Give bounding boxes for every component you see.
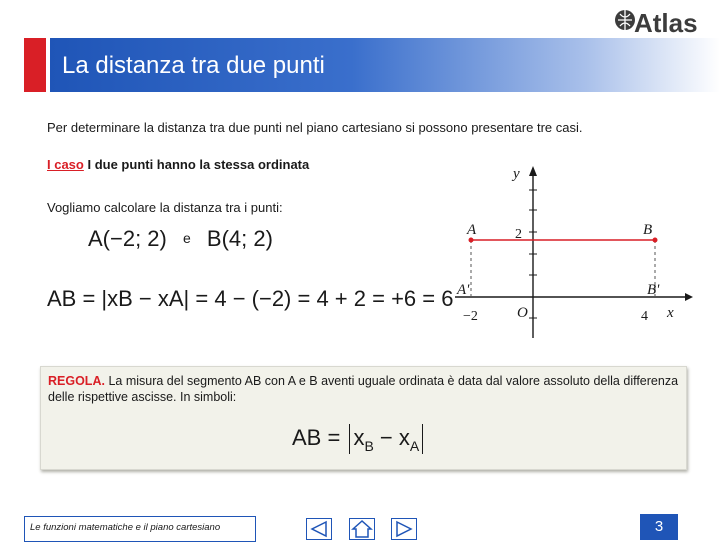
x-tick-4: 4 bbox=[641, 309, 648, 324]
rule-formula-xb: x bbox=[353, 424, 365, 450]
rule-formula-minus: − bbox=[379, 424, 393, 450]
point-b: B(4; 2) bbox=[206, 226, 273, 251]
point-a-mark bbox=[469, 238, 474, 243]
abs-bar-left bbox=[349, 424, 350, 454]
rule-formula-a: A bbox=[409, 437, 420, 454]
page-title: La distanza tra due punti bbox=[62, 52, 325, 79]
y-tick-2: 2 bbox=[515, 227, 522, 242]
proj-a-label: A' bbox=[457, 282, 470, 298]
atlas-logo bbox=[612, 6, 712, 38]
case-text: I due punti hanno la stessa ordinata bbox=[87, 157, 310, 172]
point-a: A(−2; 2) bbox=[88, 226, 167, 251]
conjunction: e bbox=[183, 230, 191, 246]
rule-formula-b: B bbox=[364, 437, 374, 454]
rule-formula-xa: x bbox=[398, 424, 410, 450]
distance-formula: AB = |xB − xA| = 4 − (−2) = 4 + 2 = +6 = 6 bbox=[47, 286, 454, 311]
y-axis-label: y bbox=[513, 166, 520, 182]
points-line bbox=[88, 226, 273, 252]
origin-label: O bbox=[517, 305, 528, 321]
point-b-mark bbox=[653, 238, 658, 243]
rule-formula-lhs: AB = bbox=[292, 424, 341, 450]
footer-chapter: Le funzioni matematiche e il piano cartesiano bbox=[30, 522, 221, 533]
home-icon[interactable] bbox=[349, 518, 375, 540]
graph-point-b: B bbox=[643, 222, 653, 238]
case-label: I caso bbox=[47, 157, 84, 172]
page-number: 3 bbox=[654, 518, 664, 535]
x-axis-label: x bbox=[667, 305, 674, 321]
graph-point-a: A bbox=[467, 222, 477, 238]
abs-bar-right bbox=[422, 424, 423, 454]
title-accent bbox=[24, 38, 46, 92]
prev-arrow-icon[interactable] bbox=[306, 518, 332, 540]
x-axis-arrow bbox=[685, 293, 693, 301]
next-arrow-icon[interactable] bbox=[391, 518, 417, 540]
case-heading bbox=[47, 157, 309, 172]
rule-label: REGOLA. bbox=[48, 374, 105, 388]
rule-body: La misura del segmento AB con A e B aventi uguale ordinata è data dal valore assoluto della differenza delle rispettive ascisse. In simboli: bbox=[48, 374, 679, 404]
cartesian-graph bbox=[445, 160, 695, 340]
rule-text bbox=[48, 373, 680, 405]
y-axis-arrow bbox=[529, 166, 537, 176]
x-tick-neg2: −2 bbox=[463, 309, 478, 324]
rule-formula bbox=[292, 424, 426, 454]
task-text: Vogliamo calcolare la distanza tra i punti: bbox=[47, 200, 283, 215]
intro-text: Per determinare la distanza tra due punti nel piano cartesiano si possono presentare tre casi. bbox=[47, 120, 583, 135]
proj-b-label: B' bbox=[647, 282, 660, 298]
logo-text: Atlas bbox=[634, 8, 698, 38]
